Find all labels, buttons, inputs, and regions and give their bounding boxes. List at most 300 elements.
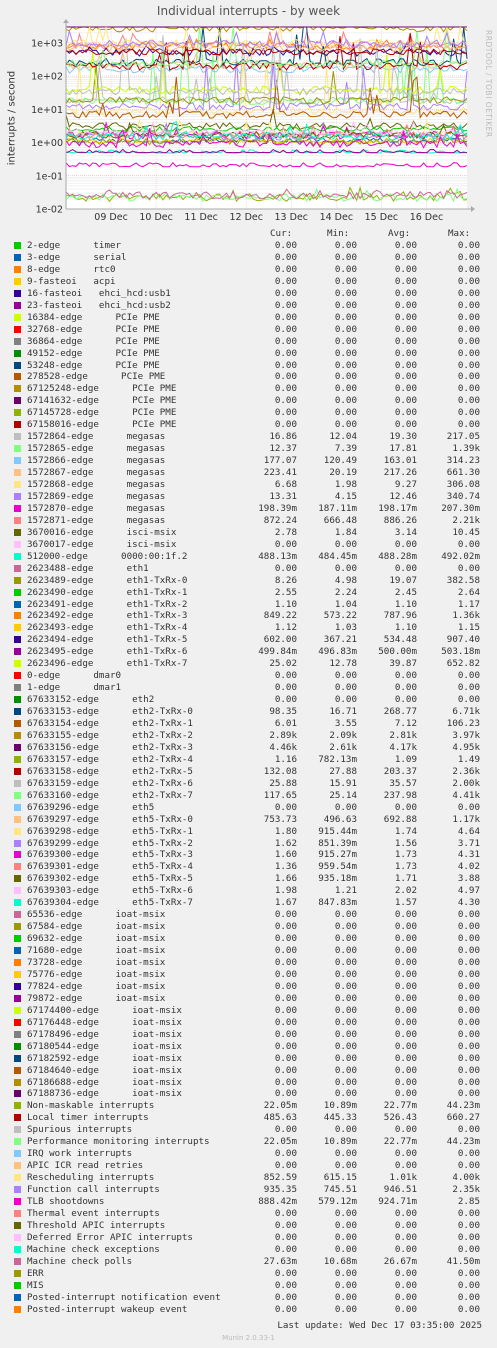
legend-max-value: 0.00 <box>457 968 480 980</box>
legend-cur-value: 0.00 <box>274 1064 297 1076</box>
munin-version: Munin 2.0.33-1 <box>222 1334 275 1342</box>
legend-avg-value: 0.00 <box>394 347 417 359</box>
legend-min-value: 0.00 <box>334 311 357 323</box>
legend-min-value: 0.00 <box>334 383 357 395</box>
legend-swatch <box>14 660 21 667</box>
legend-cur-value: 198.39m <box>258 502 297 514</box>
legend-max-value: 44.23m <box>446 1100 480 1112</box>
legend-swatch <box>14 457 21 464</box>
x-tick-label: 13 Dec <box>274 212 309 223</box>
legend-max-value: 492.02m <box>441 550 480 562</box>
interrupts-chart <box>0 0 497 228</box>
legend-min-value: 0.00 <box>334 371 357 383</box>
legend-min-value: 959.54m <box>318 861 357 873</box>
legend-swatch <box>14 887 21 894</box>
legend-cur-value: 0.00 <box>274 419 297 431</box>
legend-avg-value: 0.00 <box>394 1219 417 1231</box>
legend-cur-value: 0.00 <box>274 909 297 921</box>
legend-cur-value: 98.35 <box>269 706 297 718</box>
legend-min-value: 0.00 <box>334 359 357 371</box>
legend-max-value: 0.00 <box>457 1279 480 1291</box>
legend-row <box>0 957 497 969</box>
col-header-avg: Avg: <box>388 228 411 239</box>
legend-series-name: Machine check exceptions <box>27 1243 160 1255</box>
legend-row <box>0 1136 497 1148</box>
legend-series-name: 1572864-edge megasas <box>27 431 166 443</box>
legend-row <box>0 300 497 312</box>
legend-max-value: 0.00 <box>457 419 480 431</box>
legend-avg-value: 0.00 <box>394 1028 417 1040</box>
legend-row <box>0 587 497 599</box>
legend-avg-value: 0.00 <box>394 933 417 945</box>
legend-max-value: 0.00 <box>457 1124 480 1136</box>
legend-max-value: 1.15 <box>457 622 480 634</box>
legend-avg-value: 0.00 <box>394 299 417 311</box>
legend-cur-value: 1.36 <box>274 861 297 873</box>
y-tick-label: 1e+00 <box>31 138 63 150</box>
legend-series-name: 75776-edge ioat-msix <box>27 968 166 980</box>
legend-swatch <box>14 469 21 476</box>
legend-series-name: 278528-edge PCIe PME <box>27 371 166 383</box>
legend-swatch <box>14 254 21 261</box>
legend-series-name: 1572869-edge megasas <box>27 490 166 502</box>
legend-row <box>0 1041 497 1053</box>
legend-swatch <box>14 505 21 512</box>
legend-swatch <box>14 302 21 309</box>
legend-swatch <box>14 1019 21 1026</box>
legend-cur-value: 25.02 <box>269 658 297 670</box>
legend-swatch <box>14 840 21 847</box>
y-tick-label: 1e-01 <box>35 171 63 183</box>
legend-row <box>0 527 497 539</box>
legend-max-value: 4.41k <box>452 789 480 801</box>
legend-max-value: 0.00 <box>457 1207 480 1219</box>
legend-max-value: 0.00 <box>457 957 480 968</box>
legend-min-value: 0.00 <box>334 1052 357 1064</box>
legend-min-value: 615.15 <box>323 1172 357 1184</box>
legend-row <box>0 766 497 778</box>
legend-series-name: 2623490-edge eth1-TxRx-1 <box>27 586 188 598</box>
legend-swatch <box>14 1114 21 1121</box>
legend-swatch <box>14 672 21 679</box>
legend-min-value: 0.00 <box>334 1279 357 1291</box>
legend-row <box>0 479 497 491</box>
legend-series-name: 1-edge dmar1 <box>27 682 122 694</box>
legend-swatch <box>14 1174 21 1181</box>
legend-min-value: 25.14 <box>329 789 357 801</box>
legend-cur-value: 0.00 <box>274 1040 297 1052</box>
legend-min-value: 0.00 <box>334 933 357 945</box>
legend-cur-value: 0.00 <box>274 1088 297 1100</box>
legend-swatch <box>14 1079 21 1086</box>
legend-max-value: 0.00 <box>457 1303 480 1315</box>
legend-avg-value: 0.00 <box>394 407 417 419</box>
legend-cur-value: 0.00 <box>274 395 297 407</box>
legend-row <box>0 1029 497 1041</box>
legend-min-value: 0.00 <box>334 1028 357 1040</box>
legend-max-value: 217.05 <box>446 431 480 443</box>
legend-min-value: 1.84 <box>334 526 357 538</box>
legend-row <box>0 981 497 993</box>
legend-row <box>0 754 497 766</box>
legend-series-name: 67176448-edge ioat-msix <box>27 1016 182 1028</box>
legend-swatch <box>14 684 21 691</box>
legend-series-name: Machine check polls <box>27 1255 133 1267</box>
legend-series-name: 73728-edge ioat-msix <box>27 957 166 968</box>
legend-swatch <box>14 875 21 882</box>
legend-series-name: 67633159-edge eth2-TxRx-6 <box>27 777 193 789</box>
legend-min-value: 4.98 <box>334 574 357 586</box>
legend-avg-value: 1.09 <box>394 753 417 765</box>
legend-avg-value: 0.00 <box>394 371 417 383</box>
legend-avg-value: 0.00 <box>394 419 417 431</box>
legend-series-name: 2623491-edge eth1-TxRx-2 <box>27 598 188 610</box>
legend-row <box>0 646 497 658</box>
legend-swatch <box>14 959 21 966</box>
legend-cur-value: 0.00 <box>274 1231 297 1243</box>
legend-series-name: 1572865-edge megasas <box>27 443 166 455</box>
legend-cur-value: 27.63m <box>263 1255 297 1267</box>
legend-row <box>0 1124 497 1136</box>
legend-cur-value: 0.00 <box>274 1303 297 1315</box>
legend-cur-value: 0.00 <box>274 562 297 574</box>
legend-max-value: 0.00 <box>457 323 480 335</box>
legend-avg-value: 17.81 <box>389 443 417 455</box>
legend-cur-value: 852.59 <box>263 1172 297 1184</box>
legend-cur-value: 25.88 <box>269 777 297 789</box>
legend-avg-value: 1.57 <box>394 897 417 909</box>
legend-avg-value: 0.00 <box>394 1231 417 1243</box>
legend-row <box>0 658 497 670</box>
legend-series-name: 67145728-edge PCIe PME <box>27 407 177 419</box>
legend-row <box>0 1100 497 1112</box>
legend-swatch <box>14 409 21 416</box>
legend-avg-value: 26.67m <box>383 1255 417 1267</box>
legend-max-value: 2.21k <box>452 514 480 526</box>
legend-max-value: 0.00 <box>457 682 480 694</box>
legend-row <box>0 742 497 754</box>
legend-series-name: Posted-interrupt wakeup event <box>27 1303 188 1315</box>
legend-avg-value: 19.07 <box>389 574 417 586</box>
legend-max-value: 0.00 <box>457 1231 480 1243</box>
legend-max-value: 0.00 <box>457 1052 480 1064</box>
legend-avg-value: 0.00 <box>394 992 417 1004</box>
legend-swatch <box>14 421 21 428</box>
legend-row <box>0 1184 497 1196</box>
legend-max-value: 0.00 <box>457 1160 480 1172</box>
legend-series-name: 67633157-edge eth2-TxRx-4 <box>27 753 193 765</box>
legend-swatch <box>14 266 21 273</box>
legend-avg-value: 1.10 <box>394 598 417 610</box>
legend-cur-value: 22.05m <box>263 1100 297 1112</box>
legend-series-name: 36864-edge PCIe PME <box>27 335 160 347</box>
legend-max-value: 0.00 <box>457 921 480 933</box>
legend-row <box>0 288 497 300</box>
legend-max-value: 0.00 <box>457 275 480 287</box>
legend-row <box>0 921 497 933</box>
legend-max-value: 4.31 <box>457 849 480 861</box>
legend-swatch <box>14 947 21 954</box>
legend-min-value: 2.24 <box>334 586 357 598</box>
legend-swatch <box>14 1007 21 1014</box>
legend-swatch <box>14 385 21 392</box>
legend-avg-value: 0.00 <box>394 1004 417 1016</box>
legend-avg-value: 22.77m <box>383 1136 417 1148</box>
legend-cur-value: 888.42m <box>258 1196 297 1207</box>
legend-series-name: 2623496-edge eth1-TxRx-7 <box>27 658 188 670</box>
legend-row <box>0 539 497 551</box>
legend-row <box>0 1268 497 1280</box>
legend-swatch <box>14 792 21 799</box>
legend-row <box>0 240 497 252</box>
legend-max-value: 4.30 <box>457 897 480 909</box>
legend-max-value: 41.50m <box>446 1255 480 1267</box>
legend-min-value: 0.00 <box>334 921 357 933</box>
legend-series-name: 67633156-edge eth2-TxRx-3 <box>27 741 193 753</box>
legend-series-name: 16384-edge PCIe PME <box>27 311 160 323</box>
legend-series-name: APIC ICR read retries <box>27 1160 144 1172</box>
legend-row <box>0 730 497 742</box>
legend-swatch <box>14 804 21 811</box>
legend-max-value: 2.35k <box>452 1184 480 1196</box>
x-tick-label: 16 Dec <box>409 212 444 223</box>
legend-swatch <box>14 373 21 380</box>
legend-swatch <box>14 1246 21 1253</box>
legend-min-value: 0.00 <box>334 694 357 706</box>
legend-avg-value: 2.02 <box>394 885 417 897</box>
legend-series-name: 67639298-edge eth5-TxRx-1 <box>27 825 193 837</box>
legend-max-value: 2.85 <box>457 1196 480 1207</box>
legend-min-value: 3.55 <box>334 718 357 729</box>
legend-max-value: 0.00 <box>457 371 480 383</box>
chart-title: Individual interrupts - by week <box>156 4 341 18</box>
legend-max-value: 0.00 <box>457 801 480 813</box>
legend-avg-value: 4.17k <box>389 741 417 753</box>
legend-min-value: 0.00 <box>334 1088 357 1100</box>
legend-min-value: 445.33 <box>323 1112 357 1124</box>
legend-max-value: 3.97k <box>452 729 480 741</box>
legend-swatch <box>14 648 21 655</box>
legend-min-value: 0.00 <box>334 945 357 957</box>
legend-row <box>0 1077 497 1089</box>
legend-avg-value: 0.00 <box>394 968 417 980</box>
legend-max-value: 1.17 <box>457 598 480 610</box>
legend-row <box>0 276 497 288</box>
legend-avg-value: 19.30 <box>389 431 417 443</box>
legend-max-value: 0.00 <box>457 980 480 992</box>
legend-row <box>0 599 497 611</box>
legend-min-value: 0.00 <box>334 1207 357 1219</box>
legend-max-value: 6.71k <box>452 706 480 718</box>
legend-max-value: 314.23 <box>446 455 480 467</box>
legend-cur-value: 935.35 <box>263 1184 297 1196</box>
legend-series-name: Deferred Error APIC interrupts <box>27 1231 193 1243</box>
legend-row <box>0 610 497 622</box>
legend-max-value: 1.49 <box>457 753 480 765</box>
legend-swatch <box>14 1150 21 1157</box>
legend-swatch <box>14 433 21 440</box>
legend-series-name: 512000-edge 0000:00:1f.2 <box>27 550 188 562</box>
legend-min-value: 0.00 <box>334 1267 357 1279</box>
legend-series-name: 2623492-edge eth1-TxRx-3 <box>27 610 188 622</box>
legend-row <box>0 622 497 634</box>
legend-cur-value: 0.00 <box>274 1004 297 1016</box>
legend-max-value: 2.36k <box>452 765 480 777</box>
legend-swatch <box>14 636 21 643</box>
legend-max-value: 0.00 <box>457 347 480 359</box>
legend-row <box>0 252 497 264</box>
legend-swatch <box>14 935 21 942</box>
legend-series-name: ERR <box>27 1267 44 1279</box>
legend-avg-value: 500.00m <box>378 646 417 658</box>
legend-cur-value: 117.65 <box>263 789 297 801</box>
legend-row <box>0 1112 497 1124</box>
legend-avg-value: 0.00 <box>394 287 417 299</box>
legend-min-value: 666.48 <box>323 514 357 526</box>
legend-max-value: 0.00 <box>457 251 480 263</box>
legend-row <box>0 826 497 838</box>
legend-cur-value: 1.67 <box>274 897 297 909</box>
legend-min-value: 0.00 <box>334 801 357 813</box>
legend-series-name: Non-maskable interrupts <box>27 1100 155 1112</box>
legend-max-value: 652.82 <box>446 658 480 670</box>
legend-cur-value: 0.00 <box>274 299 297 311</box>
legend-min-value: 0.00 <box>334 287 357 299</box>
legend-cur-value: 0.00 <box>274 263 297 275</box>
legend-row <box>0 909 497 921</box>
legend-swatch <box>14 1294 21 1301</box>
legend-swatch <box>14 493 21 500</box>
legend-swatch <box>14 242 21 249</box>
legend-swatch <box>14 517 21 524</box>
legend-series-name: 32768-edge PCIe PME <box>27 323 160 335</box>
legend-min-value: 0.00 <box>334 1040 357 1052</box>
legend-cur-value: 1.66 <box>274 873 297 885</box>
legend-row <box>0 1148 497 1160</box>
legend-series-name: 67633152-edge eth2 <box>27 694 155 706</box>
legend-max-value: 0.00 <box>457 945 480 957</box>
legend-series-name: 67633160-edge eth2-TxRx-7 <box>27 789 193 801</box>
legend-min-value: 10.89m <box>323 1136 357 1148</box>
legend-swatch <box>14 612 21 619</box>
y-axis-arrow <box>63 19 69 23</box>
legend-avg-value: 0.00 <box>394 1124 417 1136</box>
legend-swatch <box>14 445 21 452</box>
legend-series-name: 53248-edge PCIe PME <box>27 359 160 371</box>
legend-avg-value: 0.00 <box>394 1279 417 1291</box>
x-tick-label: 12 Dec <box>229 212 263 223</box>
y-tick-label: 1e+03 <box>31 38 63 50</box>
legend-min-value: 0.00 <box>334 240 357 251</box>
legend-cur-value: 0.00 <box>274 347 297 359</box>
legend-max-value: 0.00 <box>457 1028 480 1040</box>
legend-max-value: 0.00 <box>457 933 480 945</box>
legend-series-name: 69632-edge ioat-msix <box>27 933 166 945</box>
legend-series-name: 9-fasteoi acpi <box>27 275 116 287</box>
legend-cur-value: 0.00 <box>274 933 297 945</box>
legend-cur-value: 12.37 <box>269 443 297 455</box>
rrdtool-credit: RRDTOOL / TOBI OETIKER <box>484 30 493 138</box>
legend-swatch <box>14 338 21 345</box>
legend-swatch <box>14 541 21 548</box>
legend-row <box>0 993 497 1005</box>
legend-min-value: 1.98 <box>334 479 357 490</box>
legend-avg-value: 237.98 <box>383 789 417 801</box>
legend-row <box>0 778 497 790</box>
legend-series-name: 8-edge rtc0 <box>27 263 116 275</box>
legend-cur-value: 177.07 <box>263 455 297 467</box>
legend-cur-value: 0.00 <box>274 335 297 347</box>
legend-max-value: 0.00 <box>457 1040 480 1052</box>
legend-min-value: 0.00 <box>334 419 357 431</box>
legend-avg-value: 9.27 <box>394 479 417 490</box>
x-tick-label: 15 Dec <box>364 212 399 223</box>
legend-min-value: 16.71 <box>329 706 357 718</box>
legend-row <box>0 491 497 503</box>
legend-avg-value: 0.00 <box>394 395 417 407</box>
legend-series-name: Posted-interrupt notification event <box>27 1291 221 1303</box>
legend-max-value: 4.00k <box>452 1172 480 1184</box>
legend-swatch <box>14 565 21 572</box>
legend-row <box>0 790 497 802</box>
legend-min-value: 0.00 <box>334 323 357 335</box>
legend-min-value: 367.21 <box>323 634 357 646</box>
legend-cur-value: 0.00 <box>274 670 297 682</box>
legend-cur-value: 13.31 <box>269 490 297 502</box>
legend-avg-value: 0.00 <box>394 1303 417 1315</box>
legend-avg-value: 886.26 <box>383 514 417 526</box>
legend-max-value: 106.23 <box>446 718 480 729</box>
legend-cur-value: 0.00 <box>274 1076 297 1088</box>
legend-min-value: 0.00 <box>334 670 357 682</box>
legend-min-value: 0.00 <box>334 251 357 263</box>
legend-row <box>0 1304 497 1316</box>
legend-series-name: 67639297-edge eth5-TxRx-0 <box>27 813 193 825</box>
legend-min-value: 10.68m <box>323 1255 357 1267</box>
legend-max-value: 0.00 <box>457 1291 480 1303</box>
legend-cur-value: 1.60 <box>274 849 297 861</box>
legend-min-value: 1.04 <box>334 598 357 610</box>
legend-row <box>0 694 497 706</box>
legend-avg-value: 0.00 <box>394 1207 417 1219</box>
legend-swatch <box>14 481 21 488</box>
legend-series-name: 16-fasteoi ehci_hcd:usb1 <box>27 287 171 299</box>
legend-min-value: 2.61k <box>329 741 357 753</box>
legend-swatch <box>14 278 21 285</box>
legend-swatch <box>14 923 21 930</box>
legend-swatch <box>14 362 21 369</box>
legend-avg-value: 1.73 <box>394 861 417 873</box>
legend-cur-value: 0.00 <box>274 1028 297 1040</box>
legend-row <box>0 503 497 515</box>
legend-series-name: Function call interrupts <box>27 1184 160 1196</box>
legend-max-value: 0.00 <box>457 1148 480 1160</box>
legend-row <box>0 1065 497 1077</box>
legend-series-name: 67639302-edge eth5-TxRx-5 <box>27 873 193 885</box>
legend-avg-value: 534.48 <box>383 634 417 646</box>
legend-max-value: 0.00 <box>457 1243 480 1255</box>
legend-swatch <box>14 1067 21 1074</box>
legend-series-name: 2623489-edge eth1-TxRx-0 <box>27 574 188 586</box>
legend-avg-value: 0.00 <box>394 1148 417 1160</box>
legend-min-value: 0.00 <box>334 1124 357 1136</box>
legend-swatch <box>14 696 21 703</box>
legend-swatch <box>14 1282 21 1289</box>
legend-min-value: 496.83m <box>318 646 357 658</box>
legend-max-value: 0.00 <box>457 263 480 275</box>
legend-cur-value: 0.00 <box>274 945 297 957</box>
legend-row <box>0 1232 497 1244</box>
